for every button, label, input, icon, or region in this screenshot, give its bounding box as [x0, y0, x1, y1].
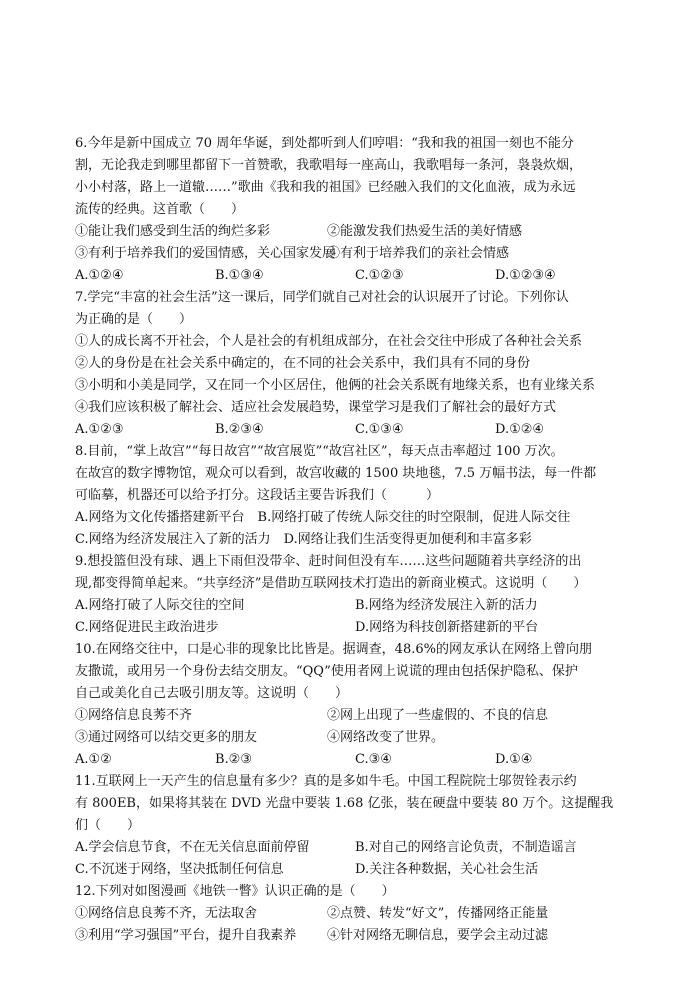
question-11 — [75, 771, 635, 881]
question-text-line: 可临摹，机器还可以给予打分。这段话主要告诉我们（ ） — [75, 488, 440, 503]
question-9 — [75, 551, 635, 639]
question-text-line: 8.目前，“掌上故宫”“每日故宫”“故宫展览”“故宫社区”，每天点击率超过 100 万次。 — [75, 444, 564, 459]
option-b: B.对自己的网络言论负责，不制造谣言 — [355, 840, 577, 855]
statements-row — [75, 243, 635, 265]
statement: ③通过网络可以结交更多的朋友 — [75, 730, 258, 745]
option-c: C.①③④ — [355, 422, 404, 437]
statements-row — [75, 705, 635, 727]
question-text-line: 在故宫的数字博物馆，观众可以看到，故宫收藏的 1500 块地毯，7.5 万幅书法，每一件都 — [75, 466, 597, 481]
question-text-line: 小小村落，路上一道辙……”歌曲《我和我的祖国》已经融入我们的文化血液，成为永远 — [75, 180, 576, 195]
options-row — [75, 617, 635, 639]
option-d: D.①②④ — [495, 422, 545, 437]
option-b: B.①③④ — [215, 268, 264, 283]
statement: ③小明和小美是同学，又在同一个小区居住，他俩的社会关系既有地缘关系，也有业缘关系 — [75, 378, 596, 393]
option-b: B.②③④ — [215, 422, 264, 437]
option-d: D.①②③④ — [495, 268, 556, 283]
question-text-line: 现,都变得简单起来。“共享经济”是借助互联网技术打造出的新商业模式。这说明（ ） — [75, 576, 587, 591]
statement: ①能让我们感受到生活的绚烂多彩 — [75, 224, 271, 239]
options-line: C.网络为经济发展注入了新的活力 D.网络让我们生活变得更加便利和丰富多彩 — [75, 532, 532, 547]
option-a: A.①② — [75, 752, 112, 767]
question-text-line: 12.下列对如图漫画《地铁一瞥》认识正确的是（ ） — [75, 884, 395, 899]
option-a: A.学会信息节食，不在无关信息面前停留 — [75, 840, 310, 855]
question-text-line: 9.想投篮但没有球、遇上下雨但没带伞、赶时间但没有车……这些问题随着共享经济的出 — [75, 554, 582, 569]
options-row — [75, 419, 635, 441]
question-6 — [75, 133, 635, 287]
statement: ④有利于培养我们的亲社会情感 — [327, 246, 510, 261]
question-text-line: 有 800EB，如果将其装在 DVD 光盘中要装 1.68 亿张，装在硬盘中要装 80 万个。这提醒我 — [75, 796, 614, 811]
option-d: D.①④ — [495, 752, 533, 767]
question-12 — [75, 881, 635, 947]
question-text-line: 友撒谎，或用另一个身份去结交朋友。“QQ”使用者网上说谎的理由包括保护隐私、保护 — [75, 664, 578, 679]
option-c: C.不沉迷于网络，坚决抵制任何信息 — [75, 862, 284, 877]
question-text-line: 们（ ） — [75, 818, 141, 833]
question-text-line: 流传的经典。这首歌（ ） — [75, 202, 245, 217]
statements-row — [75, 727, 635, 749]
statement: ④针对网络无聊信息，要学会主动过滤 — [327, 928, 549, 943]
option-d: D.网络为科技创新搭建新的平台 — [355, 620, 539, 635]
options-row — [75, 749, 635, 771]
question-text-line: 自己或美化自己去吸引朋友等。这说明（ ） — [75, 686, 349, 701]
option-a: A.①②③ — [75, 422, 124, 437]
statement: ①网络信息良莠不齐 — [75, 708, 193, 723]
statement: ②能激发我们热爱生活的美好情感 — [327, 224, 523, 239]
question-text-line: 7.学完“丰富的社会生活”这一课后，同学们就自己对社会的认识展开了讨论。下列你认 — [75, 290, 569, 305]
options-row — [75, 595, 635, 617]
option-a: A.网络打破了人际交往的空间 — [75, 598, 245, 613]
question-text-line: 6.今年是新中国成立 70 周年华诞，到处都听到人们哼唱：“我和我的祖国一刻也不能分 — [75, 136, 574, 151]
option-c: C.网络促进民主政治进步 — [75, 620, 219, 635]
option-b: B.网络为经济发展注入新的活力 — [355, 598, 538, 613]
statement: ④网络改变了世界。 — [327, 730, 445, 745]
option-d: D.关注各种数据，关心社会生活 — [355, 862, 539, 877]
options-row — [75, 837, 635, 859]
option-c: C.③④ — [355, 752, 392, 767]
option-c: C.①②③ — [355, 268, 404, 283]
statement: ①网络信息良莠不齐，无法取舍 — [75, 906, 258, 921]
question-text-line: 割，无论我走到哪里都留下一首赞歌，我歌唱每一座高山，我歌唱每一条河，袅袅炊烟， — [75, 158, 583, 173]
options-line: A.网络为文化传播搭建新平台 B.网络打破了传统人际交往的时空限制，促进人际交往 — [75, 510, 571, 525]
question-text-line: 为正确的是（ ） — [75, 312, 193, 327]
option-a: A.①②④ — [75, 268, 124, 283]
options-row — [75, 265, 635, 287]
statement: ②网上出现了一些虚假的、不良的信息 — [327, 708, 549, 723]
question-10 — [75, 639, 635, 771]
question-text-line: 11.互联网上一天产生的信息量有多少？真的是多如牛毛。中国工程院院士邬贺铨表示约 — [75, 774, 577, 789]
options-row — [75, 859, 635, 881]
statement: ②人的身份是在社会关系中确定的，在不同的社会关系中，我们具有不同的身份 — [75, 356, 531, 371]
statement: ②点赞、转发“好文”，传播网络正能量 — [327, 906, 549, 921]
option-b: B.②③ — [215, 752, 252, 767]
statements-row — [75, 221, 635, 243]
statement: ④我们应该积极了解社会、适应社会发展趋势，课堂学习是我们了解社会的最好方式 — [75, 400, 557, 415]
statement: ③有利于培养我们的爱国情感，关心国家发展 — [75, 246, 336, 261]
question-7 — [75, 287, 635, 441]
statement: ①人的成长离不开社会，个人是社会的有机组成部分，在社会交往中形成了各种社会关系 — [75, 334, 583, 349]
statements-row — [75, 925, 635, 947]
question-8 — [75, 441, 635, 551]
question-text-line: 10.在网络交往中，口是心非的现象比比皆是。据调查，48.6%的网友承认在网络上曾向朋 — [75, 642, 592, 657]
statement: ③利用“学习强国”平台，提升自我素养 — [75, 928, 297, 943]
statements-row — [75, 903, 635, 925]
